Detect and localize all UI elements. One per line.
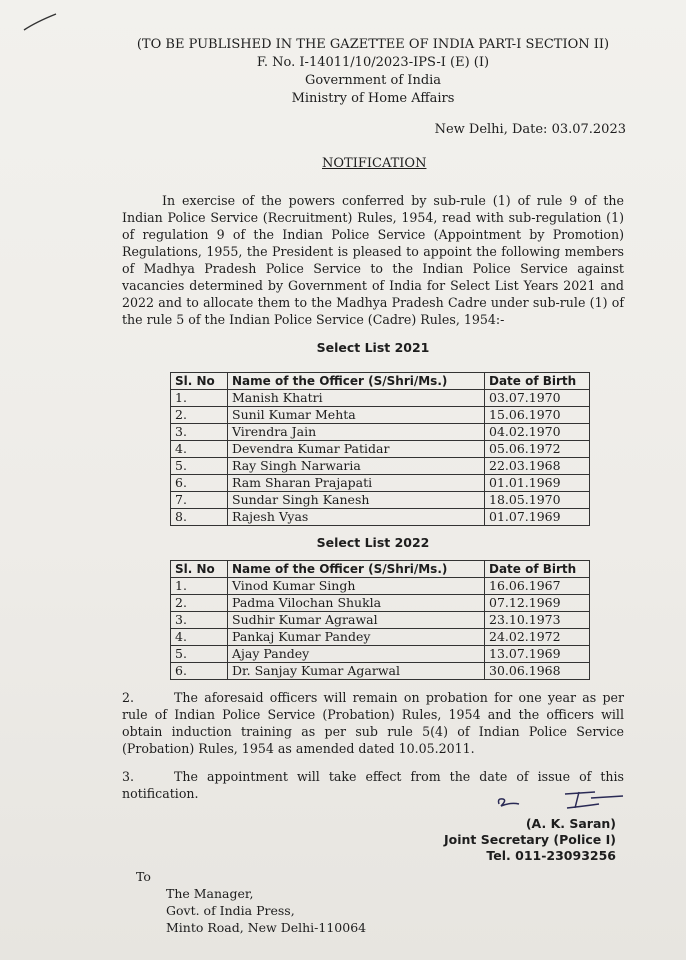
cell-officer-name: Pankaj Kumar Pandey [228,629,485,646]
table-row [171,407,590,424]
cell-officer-name: Vinod Kumar Singh [228,578,485,595]
to-label: To [136,869,151,884]
cell-officer-name: Manish Khatri [228,390,485,407]
table-row [171,646,590,663]
document-header [0,36,686,108]
cell-date-of-birth: 05.06.1972 [485,441,590,458]
cell-sl-no: 3. [171,424,228,441]
cell-officer-name: Padma Vilochan Shukla [228,595,485,612]
cell-sl-no: 6. [171,475,228,492]
cell-sl-no: 1. [171,578,228,595]
cell-officer-name: Sunil Kumar Mehta [228,407,485,424]
table-row [171,612,590,629]
cell-date-of-birth: 16.06.1967 [485,578,590,595]
cell-date-of-birth: 18.05.1970 [485,492,590,509]
cell-officer-name: Ajay Pandey [228,646,485,663]
paragraph-3-number: 3. [122,769,135,784]
table-row [171,441,590,458]
col-date-of-birth: Date of Birth [485,373,590,390]
cell-officer-name: Sundar Singh Kanesh [228,492,485,509]
table-row [171,663,590,680]
table-row [171,595,590,612]
cell-date-of-birth: 07.12.1969 [485,595,590,612]
col-officer-name: Name of the Officer (S/Shri/Ms.) [228,561,485,578]
cell-date-of-birth: 03.07.1970 [485,390,590,407]
ministry-line: Ministry of Home Affairs [291,91,455,106]
cell-officer-name: Ray Singh Narwaria [228,458,485,475]
cell-sl-no: 7. [171,492,228,509]
signatory-telephone: Tel. 011-23093256 [486,848,616,863]
cell-date-of-birth: 01.01.1969 [485,475,590,492]
col-officer-name: Name of the Officer (S/Shri/Ms.) [228,373,485,390]
pen-tick-mark [22,10,58,34]
paragraph-1: In exercise of the powers conferred by sub-rule (1) of rule 9 of the Indian Police Service (Recruitment) Rules, 1954, read with sub-regulation (1) of regulation 9 of the Indian Police Service (Appointment by Promotion) Regulations, 1955, the President is pleased to appoint the following members of Madhya Pradesh Police Service to the Indian Police Service against vacancies determined by Government of India for Select List Years 2021 and 2022 and to allocate them to the Madhya Pradesh Cadre under sub-rule (1) of the rule 5 of the Indian Police Service (Cadre) Rules, 1954:- [122,193,624,327]
cell-sl-no: 4. [171,629,228,646]
cell-sl-no: 2. [171,407,228,424]
notification-title: NOTIFICATION [322,156,427,171]
cell-officer-name: Virendra Jain [228,424,485,441]
signatory-block [444,816,616,864]
cell-date-of-birth: 15.06.1970 [485,407,590,424]
select-list-2021-table [170,372,590,526]
cell-sl-no: 1. [171,390,228,407]
cell-officer-name: Rajesh Vyas [228,509,485,526]
cell-officer-name: Sudhir Kumar Agrawal [228,612,485,629]
select-list-2022-table [170,560,590,680]
table-row [171,390,590,407]
cell-sl-no: 5. [171,458,228,475]
cell-sl-no: 3. [171,612,228,629]
table-row [171,509,590,526]
cell-date-of-birth: 23.10.1973 [485,612,590,629]
government-line: Government of India [304,73,442,88]
recipient-line-2: Govt. of India Press, [166,903,295,918]
col-sl-no: Sl. No [171,561,228,578]
cell-officer-name: Ram Sharan Prajapati [228,475,485,492]
table-row [171,629,590,646]
paragraph-2 [122,689,624,757]
table-row [171,578,590,595]
cell-date-of-birth: 30.06.1968 [485,663,590,680]
col-sl-no: Sl. No [171,373,228,390]
paragraph-2-text: The aforesaid officers will remain on probation for one year as per rule of Indian Police Service (Probation) Rules, 1954 and the officers will obtain induction training as per sub rule 5(4) of Indian Police Service (Probation) Rules, 1954 as amended dated 10.05.2011. [122,690,624,756]
cell-sl-no: 8. [171,509,228,526]
recipient-line-1: The Manager, [166,886,254,901]
handwritten-signature [495,786,625,814]
cell-date-of-birth: 04.02.1970 [485,424,590,441]
select-list-2021-title: Select List 2021 [316,340,430,355]
table-header-row [171,373,590,390]
cell-date-of-birth: 13.07.1969 [485,646,590,663]
cell-date-of-birth: 01.07.1969 [485,509,590,526]
cell-officer-name: Dr. Sanjay Kumar Agarwal [228,663,485,680]
file-number: F. No. I-14011/10/2023-IPS-I (E) (I) [256,55,490,70]
col-date-of-birth: Date of Birth [485,561,590,578]
gazette-line: (TO BE PUBLISHED IN THE GAZETTEE OF INDIA PART-I SECTION II) [136,37,610,52]
cell-sl-no: 6. [171,663,228,680]
cell-sl-no: 4. [171,441,228,458]
place-date: New Delhi, Date: 03.07.2023 [434,122,626,137]
paragraph-3-text: The appointment will take effect from the date of issue of this notification. [122,769,624,801]
table-row [171,424,590,441]
cell-date-of-birth: 24.02.1972 [485,629,590,646]
cell-sl-no: 5. [171,646,228,663]
recipient-line-3: Minto Road, New Delhi-110064 [166,920,367,935]
table-row [171,475,590,492]
table-header-row [171,561,590,578]
recipient-block [136,868,366,936]
signatory-designation: Joint Secretary (Police I) [444,832,616,847]
select-list-2022-title: Select List 2022 [316,535,430,550]
table-row [171,458,590,475]
paragraph-2-number: 2. [122,690,135,705]
cell-officer-name: Devendra Kumar Patidar [228,441,485,458]
cell-sl-no: 2. [171,595,228,612]
signatory-name: (A. K. Saran) [525,816,616,831]
table-row [171,492,590,509]
cell-date-of-birth: 22.03.1968 [485,458,590,475]
